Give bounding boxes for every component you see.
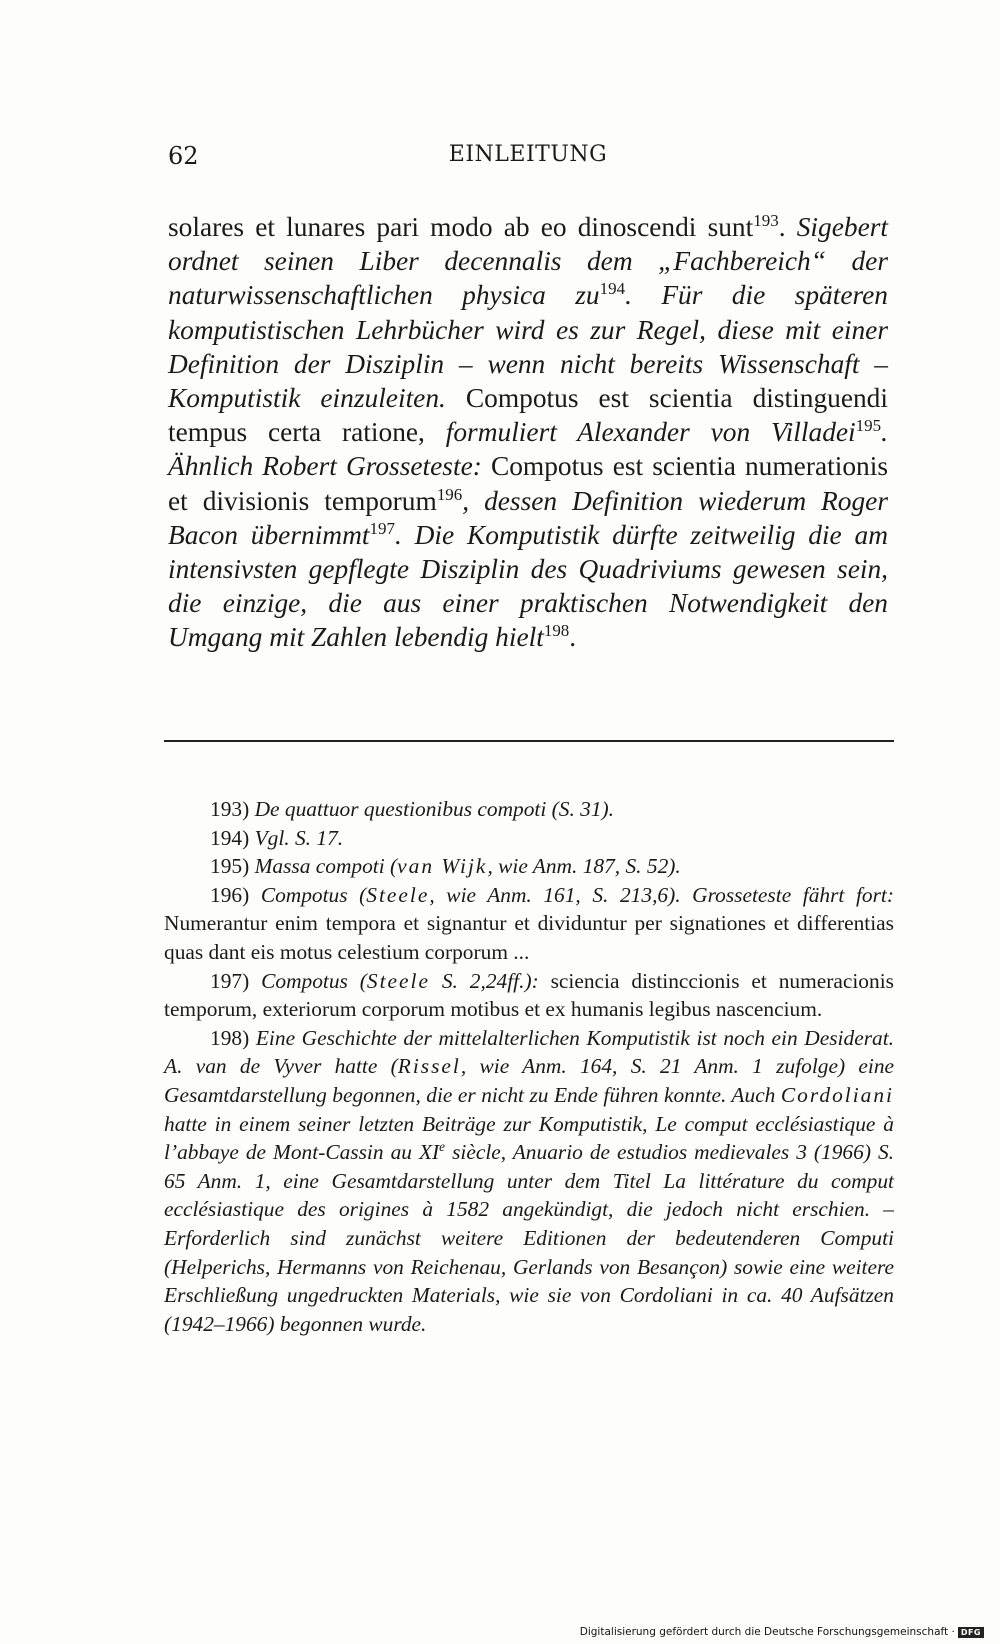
footnote-195 [164, 852, 894, 881]
footnote-196 [164, 881, 894, 967]
body-text-segment: . [569, 622, 577, 653]
dfg-logo: DFG [958, 1627, 984, 1638]
footnote-198 [164, 1024, 894, 1339]
footnote-author: Steele [366, 968, 430, 993]
main-paragraph [168, 210, 888, 655]
footnote-text: Massa compoti ( [254, 854, 398, 879]
footnote-text: siècle, Anuario de estudios medievales 3 (1966) S. 65 Anm. 1, eine Gesamtdarstellung unter dem Titel La littérature du comput ecclésiastique des origines à 1582 angekündigt, die jedoch nicht erschien. – Erforderlich sind zunächst weitere Editionen der bedeutenderen Computi (Helperichs, Hermanns von Reichenau, Gerlands von Besançon) sowie eine weitere Erschließung ungedruckten Materials, wie sie von Cordoliani in ca. 40 Aufsätzen (1942–1966) begonnen wurde. [164, 1140, 894, 1336]
footnote-quote: sciencia distinccionis et numeracionis temporum, exteriorum corporum motibus et ex humanis legibus nascencium. [164, 968, 894, 1022]
footnote-number: 198) [210, 1025, 250, 1050]
paragraph [168, 210, 888, 655]
footnote-text: , wie Anm. 161, S. 213,6). Grosseteste fährt fort: [429, 882, 894, 907]
footnote-text: Eine Geschichte der mittelalterlichen Komputistik ist noch ein Desiderat. A. van de Vyver hatte ( [164, 1025, 895, 1079]
footnote-text: , wie Anm. 164, S. 21 Anm. 1 zufolge) eine Gesamtdarstellung begonnen, die er nicht zu Ende führen konnte. Auch [164, 1054, 895, 1107]
footnote-author: Rissel [397, 1054, 461, 1079]
body-text-segment: . Die Komputistik dürfte zeitweilig die am intensivsten gepflegte Disziplin des Quadriviums gewesen sein, die einzige, die aus einer praktischen Notwendigkeit den Umgang mit Zahlen lebendig hielt [168, 519, 888, 653]
footnotes [164, 795, 894, 1338]
footnote-author: van Wijk [397, 854, 488, 879]
body-text-segment: . Ähnlich Robert Grosseteste: [168, 417, 888, 482]
page-header [168, 142, 888, 182]
body-text-segment: Compotus est scientia numerationis et divisionis temporum [168, 451, 888, 516]
footnote-text: hatte in einem seiner letzten Beiträge zur Komputistik, Le comput ecclésiastique à l’abbaye de Mont-Cassin au XI [164, 1111, 894, 1165]
footnote-197 [164, 967, 894, 1024]
superscript: e [439, 1139, 446, 1154]
body-text-segment: . Für die späteren komputistischen Lehrbücher wird es zur Regel, diese mit einer Definition der Disziplin – wenn nicht bereits Wissenschaft – Komputistik einzuleiten. [168, 280, 888, 414]
footnote-ref-196[interactable]: 196 [436, 484, 463, 504]
digitization-credit [580, 1626, 984, 1638]
footnote-number: 195) [210, 854, 250, 879]
footnote-ref-197[interactable]: 197 [369, 518, 395, 538]
footnote-ref-198[interactable]: 198 [543, 621, 570, 641]
footnote-number: 193) [210, 797, 250, 821]
credit-text: Digitalisierung gefördert durch die Deutsche Forschungsgemeinschaft · [579, 1626, 955, 1638]
footnote-number: 194) [210, 825, 250, 850]
footnote-text: , wie Anm. 187, S. 52). [487, 854, 681, 879]
body-text-segment: , dessen Definition wiederum Roger Bacon übernimmt [168, 485, 888, 550]
footnote-193 [164, 795, 894, 824]
body-text-segment: solares et lunares pari modo ab eo dinoscendi sunt [168, 212, 754, 242]
body-text-segment: . [778, 212, 786, 242]
footnote-text: Compotus ( [260, 882, 367, 907]
footnote-194 [164, 824, 894, 853]
body-text-segment: formuliert Alexander von Villadei [445, 417, 856, 448]
footnote-quote: Numerantur enim tempora et signantur et dividuntur per signationes et differentias quas dant eis motus celestium corporum ... [164, 911, 894, 964]
footnote-divider [164, 740, 894, 742]
footnote-text: S. 2,24ff.): [441, 968, 539, 993]
footnote-text: Vgl. S. 17. [254, 825, 344, 850]
page-number: 62 [168, 142, 199, 170]
footnote-ref-195[interactable]: 195 [855, 416, 882, 436]
footnote-ref-193[interactable]: 193 [753, 210, 779, 230]
footnote-ref-194[interactable]: 194 [599, 279, 626, 299]
running-head: EINLEITUNG [448, 142, 608, 167]
footnote-number: 196) [210, 882, 250, 907]
footnote-text: Compotus ( [261, 968, 367, 993]
body-text-segment: Sigebert ordnet seinen Liber decennalis dem „Fachbereich“ der naturwissenschaftlichen physica zu [168, 212, 888, 311]
footnote-author: Cordoliani [780, 1082, 894, 1107]
footnote-number: 197) [210, 968, 250, 993]
footnote-text: De quattuor questionibus compoti (S. 31). [254, 797, 615, 821]
footnote-author: Steele [366, 882, 430, 907]
body-text-segment: Compotus est scientia distinguendi tempus certa ratione, [168, 383, 888, 448]
